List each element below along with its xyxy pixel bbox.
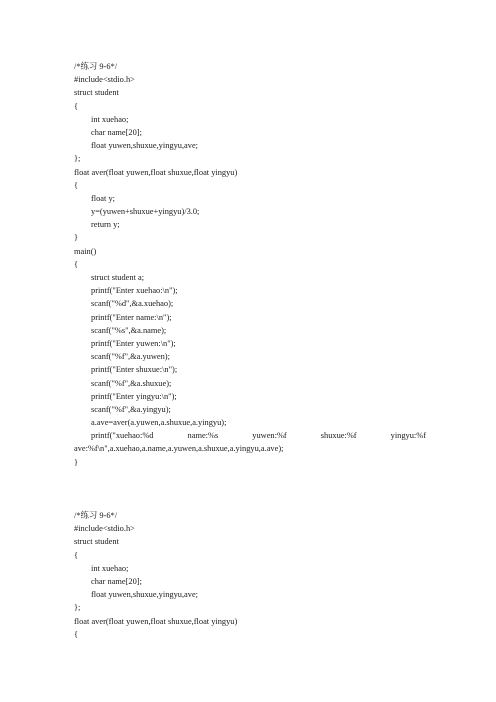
- code-close-struct: };: [74, 154, 81, 164]
- code-include: #include<stdio.h>: [74, 524, 135, 534]
- code-printf-yingyu: printf("Enter yingyu:\n");: [91, 391, 177, 401]
- code-struct-variable: struct student a;: [91, 273, 145, 282]
- code-float-declaration: float y;: [91, 193, 115, 203]
- code-field-float: float yuwen,shuxue,yingyu,ave;: [91, 141, 198, 151]
- code-printf-output-part: shuxue:%f: [320, 431, 357, 441]
- code-scanf-xuehao: scanf("%d",&a.xuehao);: [91, 299, 174, 309]
- code-main-signature: main(): [74, 246, 97, 256]
- code-scanf-yuwen: scanf("%f",&a.yuwen);: [91, 352, 170, 362]
- code-return: return y;: [91, 220, 120, 230]
- code-printf-output-part: yingyu:%f: [390, 431, 426, 441]
- code-printf-yuwen: printf("Enter yuwen:\n");: [91, 338, 176, 348]
- code-function-signature: float aver(float yuwen,float shuxue,float yingyu): [74, 616, 238, 626]
- code-field-char: char name[20];: [91, 127, 142, 137]
- code-comment: /*练习 9-6*/: [74, 62, 118, 71]
- code-include: #include<stdio.h>: [74, 75, 135, 85]
- code-struct-declaration: struct student: [74, 537, 119, 547]
- code-printf-xuehao: printf("Enter xuehao:\n");: [91, 286, 178, 296]
- code-printf-output: [74, 429, 426, 442]
- code-field-float: float yuwen,shuxue,yingyu,ave;: [91, 590, 198, 600]
- code-open-brace: {: [74, 101, 79, 111]
- code-struct-declaration: struct student: [74, 88, 119, 98]
- code-assign-ave: a.ave=aver(a.yuwen,a.shuxue,a.yingyu);: [91, 418, 227, 428]
- code-open-brace: {: [74, 259, 79, 269]
- code-field-char: char name[20];: [91, 576, 142, 586]
- code-field-int: int xuehao;: [91, 563, 129, 573]
- code-open-brace: {: [74, 629, 79, 639]
- code-close-brace: }: [74, 233, 79, 243]
- code-printf-output-part: name:%s: [187, 431, 219, 441]
- code-open-brace: {: [74, 180, 79, 190]
- code-field-int: int xuehao;: [91, 114, 129, 124]
- code-printf-output-part: yuwen:%f: [252, 431, 287, 441]
- code-close-struct: };: [74, 603, 81, 613]
- code-scanf-yingyu: scanf("%f",&a.yingyu);: [91, 404, 171, 414]
- code-close-brace: }: [74, 457, 79, 467]
- code-scanf-name: scanf("%s",&a.name);: [91, 325, 167, 335]
- code-open-brace: {: [74, 550, 79, 560]
- code-block-2: [74, 509, 426, 641]
- code-scanf-shuxue: scanf("%f",&a.shuxue);: [91, 378, 172, 388]
- code-function-signature: float aver(float yuwen,float shuxue,float yingyu): [74, 167, 238, 177]
- code-assignment: y=(yuwen+shuxue+yingyu)/3.0;: [91, 207, 200, 217]
- code-comment: /*练习 9-6*/: [74, 511, 118, 520]
- code-printf-output-part: printf("xuehao:%d: [91, 431, 154, 441]
- code-printf-name: printf("Enter name:\n");: [91, 312, 172, 322]
- code-printf-shuxue: printf("Enter shuxue:\n");: [91, 365, 178, 375]
- code-printf-output-continuation: ave:%f\n",a.xuehao,a.name,a.yuwen,a.shuxue,a.yingyu,a.ave);: [74, 444, 284, 454]
- code-block-1: [74, 60, 426, 469]
